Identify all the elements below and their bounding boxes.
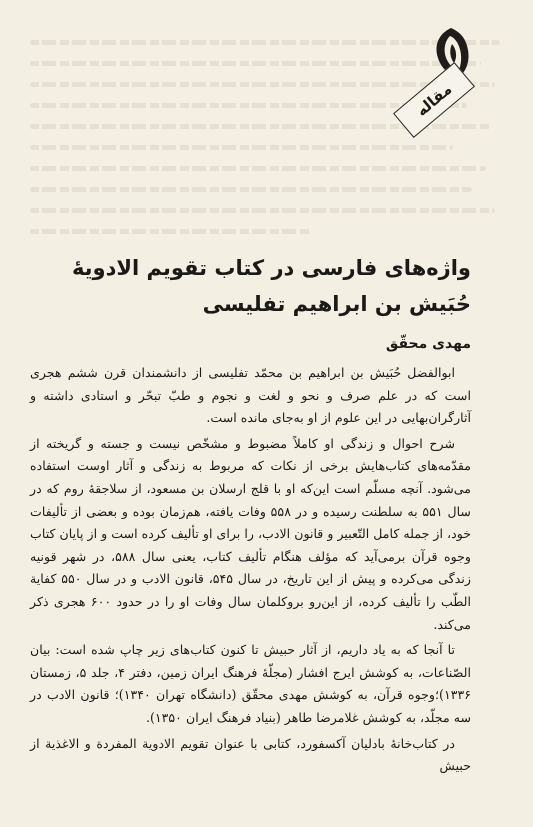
paragraph: در کتاب‌خانهٔ بادلیان آکسفورد، کتابی با عنوان تقویم الادویة المفردة و الاغذیة از حبیش — [30, 735, 471, 774]
section-stamp — [386, 26, 486, 126]
paragraph: ابوالفضل حُبَیش بن ابراهیم بن محمّد تفلیسی از دانشمندان قرن ششم هجری است که در علم صرف و نحو و لغت و نجوم و طبّ تبحّر و استادی داشته و آثارگران‌بهایی در این علوم از او به‌جای مانده است. — [30, 365, 471, 426]
paragraph: شرح احوال و زندگی او کاملاً مضبوط و مشخّص نیست و جسته و گریخته از مقدّمه‌های کتاب‌هایش برخی از نکات که مربوط به زندگی و آثار اوست استفاده می‌شود. آنچه مسلّم است این‌که او با قلج ارسلان بن مسعود، از سلاجقهٔ روم که در سال ۵۵۱ به سلطنت رسیده و در ۵۵۸ وفات یافته، هم‌زمان بوده و بعضی از تألیفات خود، از جمله کامل التّعبیر و قانون الادب، را برای او تألیف کرده است و از پایان کتاب وجوه قرآن برمی‌آید که مؤلف هنگام تألیف کتاب، یعنی سال ۵۸۸، در شهر قونیه زندگی می‌کرده و پیش از این تاریخ، در سال ۵۴۵، قانون الادب و در سال ۵۵۰ کفایة الطّب را تألیف کرده، از این‌رو بروکلمان سال وفات او را در حدود ۶۰۰ هجری ذکر می‌کند. — [30, 435, 472, 632]
section-label: مقاله — [393, 62, 475, 138]
article-body — [30, 362, 471, 781]
paragraph: تا آنجا که به یاد داریم، از آثار حبیش تا کنون کتاب‌های زیر چاپ شده است: بیان الصّناعات، به کوشش ایرج افشار (مجلّهٔ فرهنگ ایران زمین، دفتر ۴، جلد ۵، زمستان ۱۳۳۶)؛وجوه قرآن، به کوشش مهدی محقّق (دانشگاه تهران ۱۳۴۰)؛ قانون الادب در سه مجلّد، به کوشش غلامرضا طاهر (بنیاد فرهنگ ایران ۱۳۵۰). — [30, 642, 471, 725]
article-author: مهدی محقّق — [385, 336, 471, 352]
article-title: واژه‌های فارسی در کتاب تقویم الادویهٔ حُبَیش بن ابراهیم تفلیسی — [71, 256, 471, 316]
